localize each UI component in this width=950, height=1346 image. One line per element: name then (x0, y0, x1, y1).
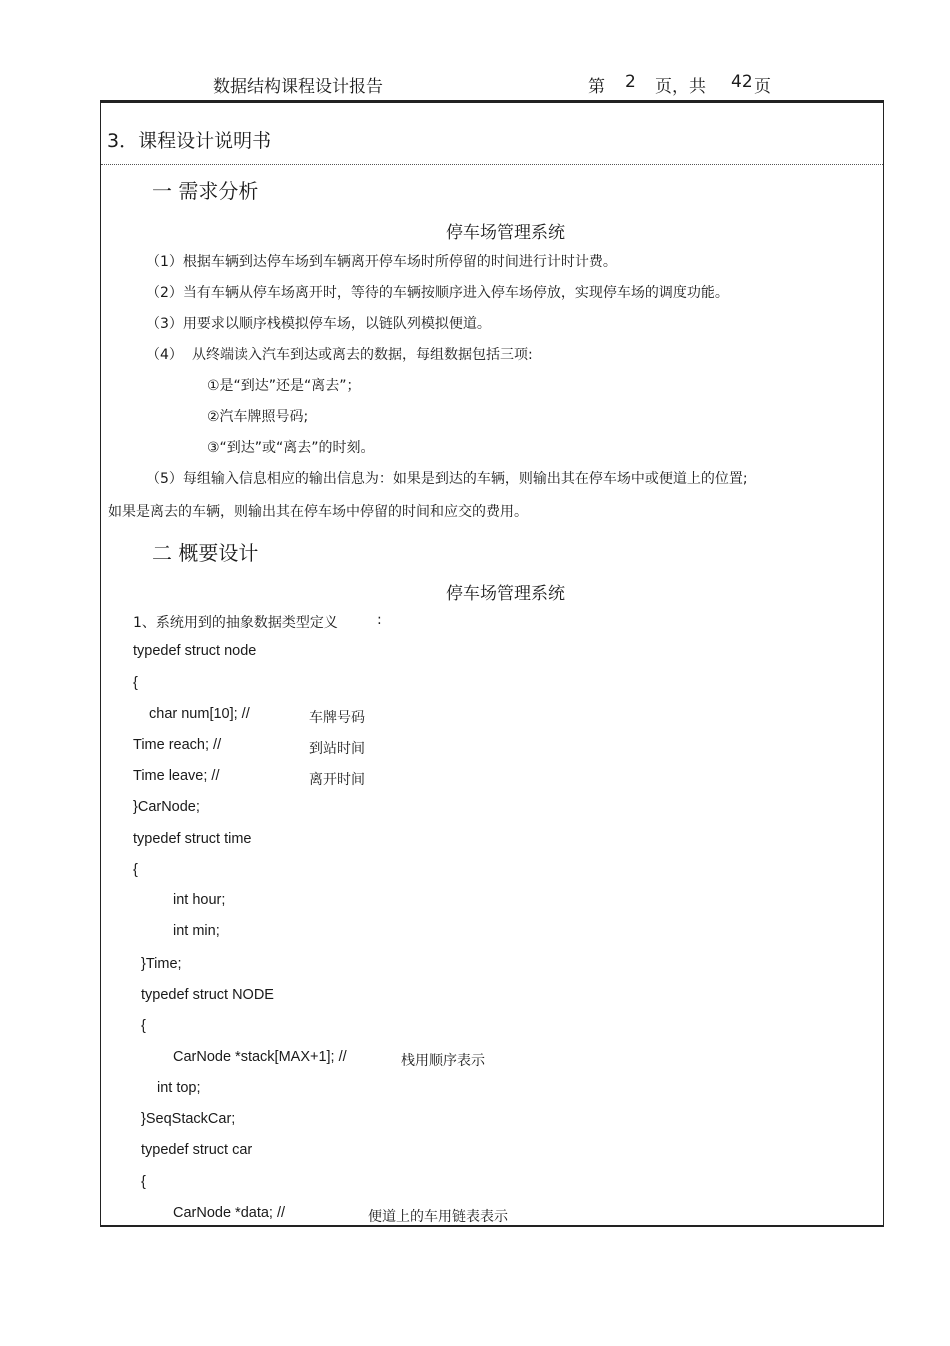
req-item-2: （2）当有车辆从停车场离开时，等待的车辆按顺序进入停车场停放，实现停车场的调度功能。 (146, 285, 729, 301)
page-label-suffix: 页 (754, 77, 771, 97)
heading-outline-design: 二 概要设计 (152, 541, 259, 565)
section-title: 3．课程设计说明书 (107, 130, 272, 152)
adt-intro: 1、系统用到的抽象数据类型定义 (133, 615, 338, 631)
req-item-5-continued: 如果是离去的车辆，则输出其在停车场中停留的时间和应交的费用。 (108, 504, 528, 520)
code-line: typedef struct car (141, 1142, 253, 1158)
report-title: 数据结构课程设计报告 (213, 77, 383, 97)
code-comment: 栈用顺序表示 (401, 1053, 485, 1069)
req-subitem-3: ③“到达”或“离去”的时刻。 (207, 440, 375, 456)
req-item-5: （5）每组输入信息相应的输出信息为：如果是到达的车辆，则输出其在停车场中或便道上的位置; (146, 471, 748, 487)
code-line: typedef struct NODE (141, 987, 274, 1003)
code-line: typedef struct time (133, 831, 252, 847)
code-line: CarNode *data; // (173, 1205, 286, 1221)
page-total: 42 (731, 72, 753, 92)
code-line: }Time; (141, 956, 182, 972)
code-comment: 离开时间 (309, 772, 365, 788)
code-line: Time leave; // (133, 768, 220, 784)
req-subitem-1: ①是“到达”还是“离去”； (207, 378, 361, 394)
heading-requirements: 一 需求分析 (152, 179, 259, 203)
code-line: { (133, 675, 138, 691)
code-line: { (141, 1174, 146, 1190)
code-line: { (133, 862, 138, 878)
code-line: { (141, 1018, 146, 1034)
code-line: }SeqStackCar; (141, 1111, 236, 1127)
req-item-3: （3）用要求以顺序栈模拟停车场，以链队列模拟便道。 (146, 316, 491, 332)
code-line: CarNode *stack[MAX+1]; // (173, 1049, 347, 1065)
code-line: typedef struct node (133, 643, 257, 659)
adt-intro-colon: : (377, 612, 382, 628)
section-divider (101, 164, 883, 165)
system-title-2: 停车场管理系统 (446, 584, 565, 604)
req-subitem-2: ②汽车牌照号码; (207, 409, 309, 425)
code-line: char num[10]; // (149, 706, 250, 722)
req-item-4: 从终端读入汽车到达或离去的数据，每组数据包括三项: (192, 347, 533, 363)
code-line: }CarNode; (133, 799, 200, 815)
code-comment: 便道上的车用链表表示 (368, 1209, 508, 1225)
page-number: 2 (625, 72, 636, 92)
system-title-1: 停车场管理系统 (446, 223, 565, 243)
code-comment: 车牌号码 (309, 710, 365, 726)
code-comment: 到站时间 (309, 741, 365, 757)
code-line: Time reach; // (133, 737, 222, 753)
code-line: int hour; (173, 892, 226, 908)
req-item-4-label: （4） (146, 347, 183, 363)
code-line: int min; (173, 923, 220, 939)
page-label-prefix: 第 (588, 77, 605, 97)
page-label-middle: 页，共 (655, 77, 706, 97)
code-line: int top; (157, 1080, 201, 1096)
req-item-1: （1）根据车辆到达停车场到车辆离开停车场时所停留的时间进行计时计费。 (146, 254, 617, 270)
